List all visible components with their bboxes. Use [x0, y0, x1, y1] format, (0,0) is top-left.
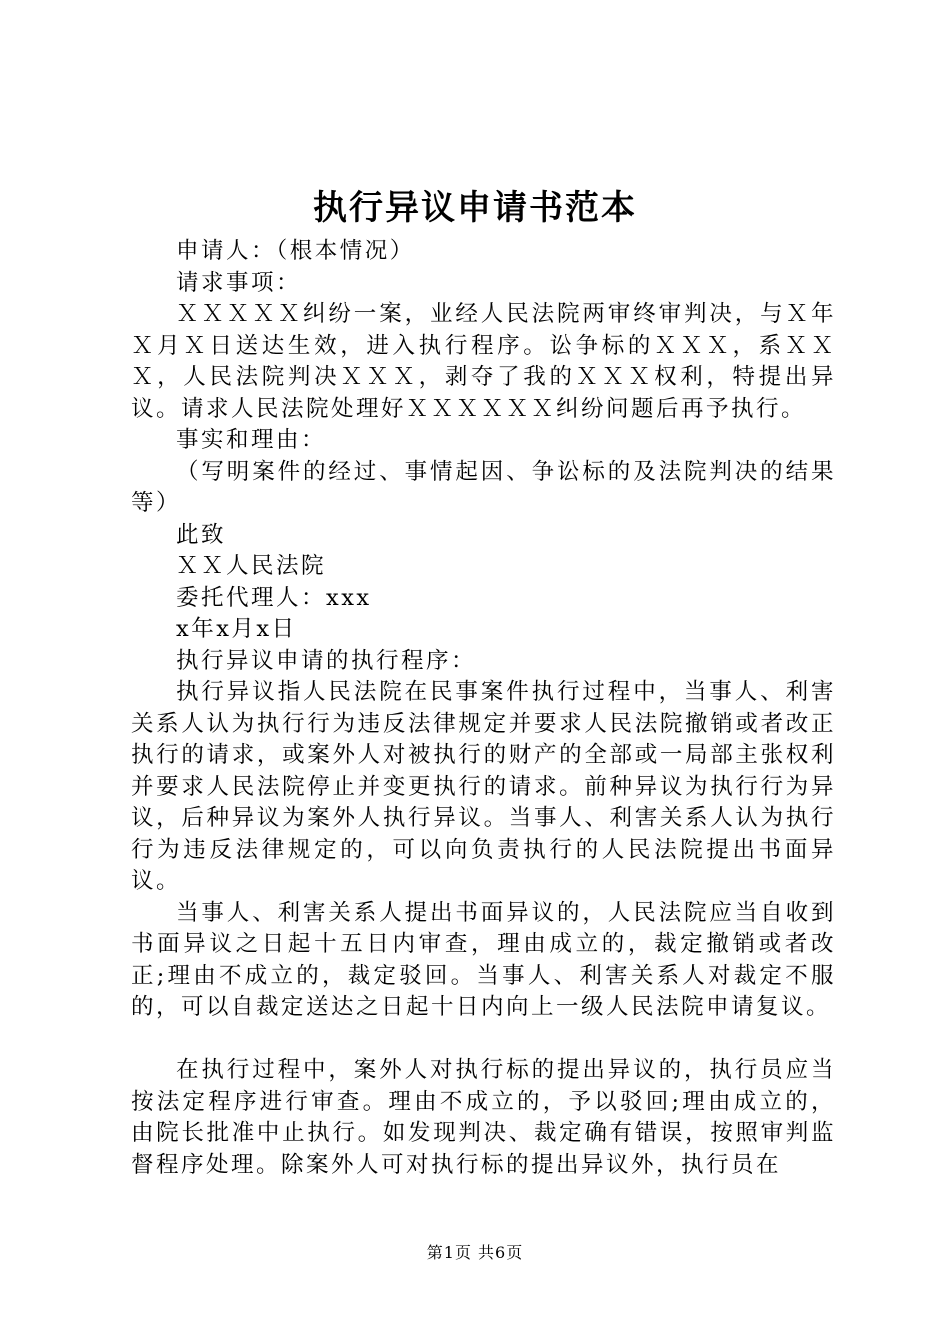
request-paragraph: ＸＸＸＸＸ纠纷一案，业经人民法院两审终审判决，与Ｘ年Ｘ月Ｘ日送达生效，进入执行程序。讼争标的ＸＸＸ，系ＸＸＸ，人民法院判决ＸＸＸ，剥夺了我的ＸＸＸ权利，特提出异议。请求人民法院处理好ＸＸＸＸＸＸ纠纷问题后再予执行。	[131, 301, 836, 422]
date-line: x年x月x日	[176, 616, 297, 642]
document-title: 执行异议申请书范本	[313, 188, 637, 228]
document-body	[131, 236, 836, 1181]
procedure-heading: 执行异议申请的执行程序：	[176, 647, 477, 674]
court-line: ＸＸ人民法院	[176, 553, 327, 579]
facts-paragraph: （写明案件的经过、事情起因、争讼标的及法院判决的结果等）	[131, 458, 836, 516]
request-heading: 请求事项：	[176, 269, 302, 296]
procedure-paragraph-2: 当事人、利害关系人提出书面异议的，人民法院应当自收到书面异议之日起十五日内审查，理由成立的，裁定撤销或者改正;理由不成立的，裁定驳回。当事人、利害关系人对裁定不服的，可以自裁定送达之日起十日内向上一级人民法院申请复议。	[131, 899, 836, 1020]
procedure-paragraph-3: 在执行过程中，案外人对执行标的提出异议的，执行员应当按法定程序进行审查。理由不成立的，予以驳回;理由成立的，由院长批准中止执行。如发现判决、裁定确有错误，按照审判监督程序处理。除案外人可对执行标的提出异议外，执行员在	[131, 1057, 836, 1178]
applicant-line: 申请人：（根本情况）	[176, 238, 415, 264]
agent-line: 委托代理人：xxx	[176, 584, 372, 611]
salutation-line: 此致	[176, 521, 227, 548]
page-footer: 第1页 共6页	[426, 1243, 524, 1262]
facts-heading: 事实和理由：	[176, 427, 327, 453]
procedure-paragraph-1: 执行异议指人民法院在民事案件执行过程中，当事人、利害关系人认为执行行为违反法律规定并要求人民法院撤销或者改正执行的请求，或案外人对被执行的财产的全部或一局部主张权利并要求人民法院停止并变更执行的请求。前种异议为执行行为异议，后种异议为案外人执行异议。当事人、利害关系人认为执行行为违反法律规定的，可以向负责执行的人民法院提出书面异议。	[131, 679, 836, 894]
